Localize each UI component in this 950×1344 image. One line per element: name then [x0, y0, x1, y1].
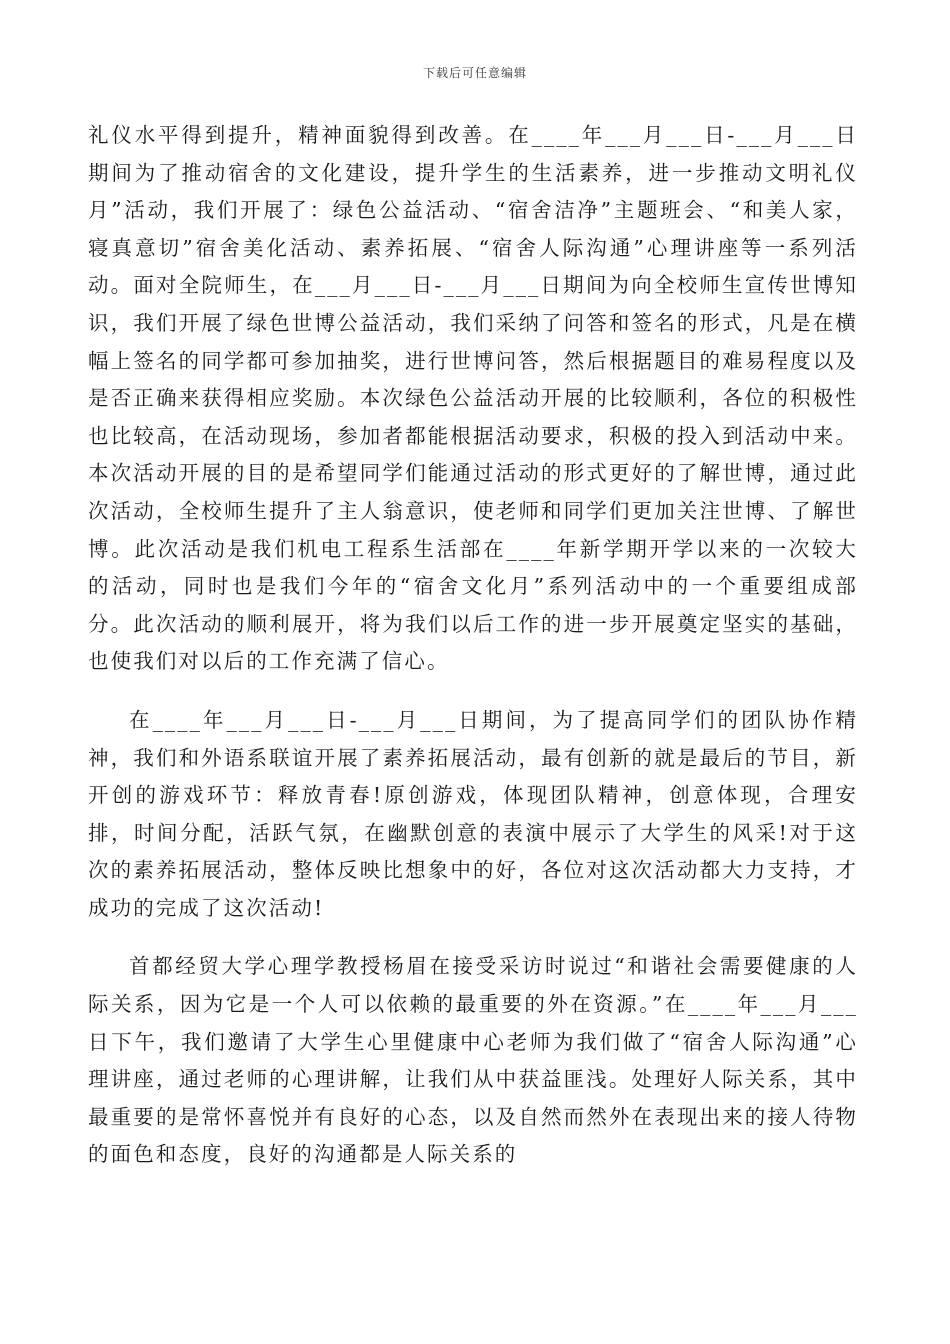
paragraph-dormitory-activities: 礼仪水平得到提升，精神面貌得到改善。在____年___月___日-___月___日期间为了推动宿舍的文化建设，提升学生的生活素养，进一步推动文明礼仪月”活动，我们开展了：绿色公益活动、“宿舍洁净”主题班会、“和美人家，寝真意切”宿舍美化活动、素养拓展、“宿舍人际沟通”心理讲座等一系列活动。面对全院师生，在___月___日-___月___日期间为向全校师生宣传世博知识，我们开展了绿色世博公益活动，我们采纳了问答和签名的形式，凡是在横幅上签名的同学都可参加抽奖，进行世博问答，然后根据题目的难易程度以及是否正确来获得相应奖励。本次绿色公益活动开展的比较顺利，各位的积极性也比较高，在活动现场，参加者都能根据活动要求，积极的投入到活动中来。本次活动开展的目的是希望同学们能通过活动的形式更好的了解世博，通过此次活动，全校师生提升了主人翁意识，使老师和同学们更加关注世博、了解世博。此次活动是我们机电工程系生活部在____年新学期开学以来的一次较大的活动，同时也是我们今年的“宿舍文化月”系列活动中的一个重要组成部分。此次活动的顺利展开，将为我们以后工作的进一步开展奠定坚实的基础，也使我们对以后的工作充满了信心。 [88, 123, 858, 674]
header-note: 下载后可任意编辑 [422, 66, 527, 80]
paragraph-psychology-lecture: 首都经贸大学心理学教授杨眉在接受采访时说过“和谐社会需要健康的人际关系，因为它是一个人可以依赖的最重要的外在资源。”在____年___月___日下午，我们邀请了大学生心里健康中心老师为我们做了“宿舍人际沟通”心理讲座，通过老师的心理讲解，让我们从中获益匪浅。处理好人际关系，其中最重要的是常怀喜悦并有良好的心态，以及自然而然外在表现出来的接人待物的面色和态度，良好的沟通都是人际关系的 [88, 954, 858, 1167]
document-body [88, 117, 858, 1174]
paragraph-quality-expansion: 在____年___月___日-___月___日期间，为了提高同学们的团队协作精神，我们和外语系联谊开展了素养拓展活动，最有创新的就是最后的节目，新开创的游戏环节：释放青春!原创游戏，体现团队精神，创意体现，合理安排，时间分配，活跃气氛，在幽默创意的表演中展示了大学生的风采!对于这次的素养拓展活动，整体反映比想象中的好，各位对这次活动都大力支持，才成功的完成了这次活动! [88, 707, 858, 920]
